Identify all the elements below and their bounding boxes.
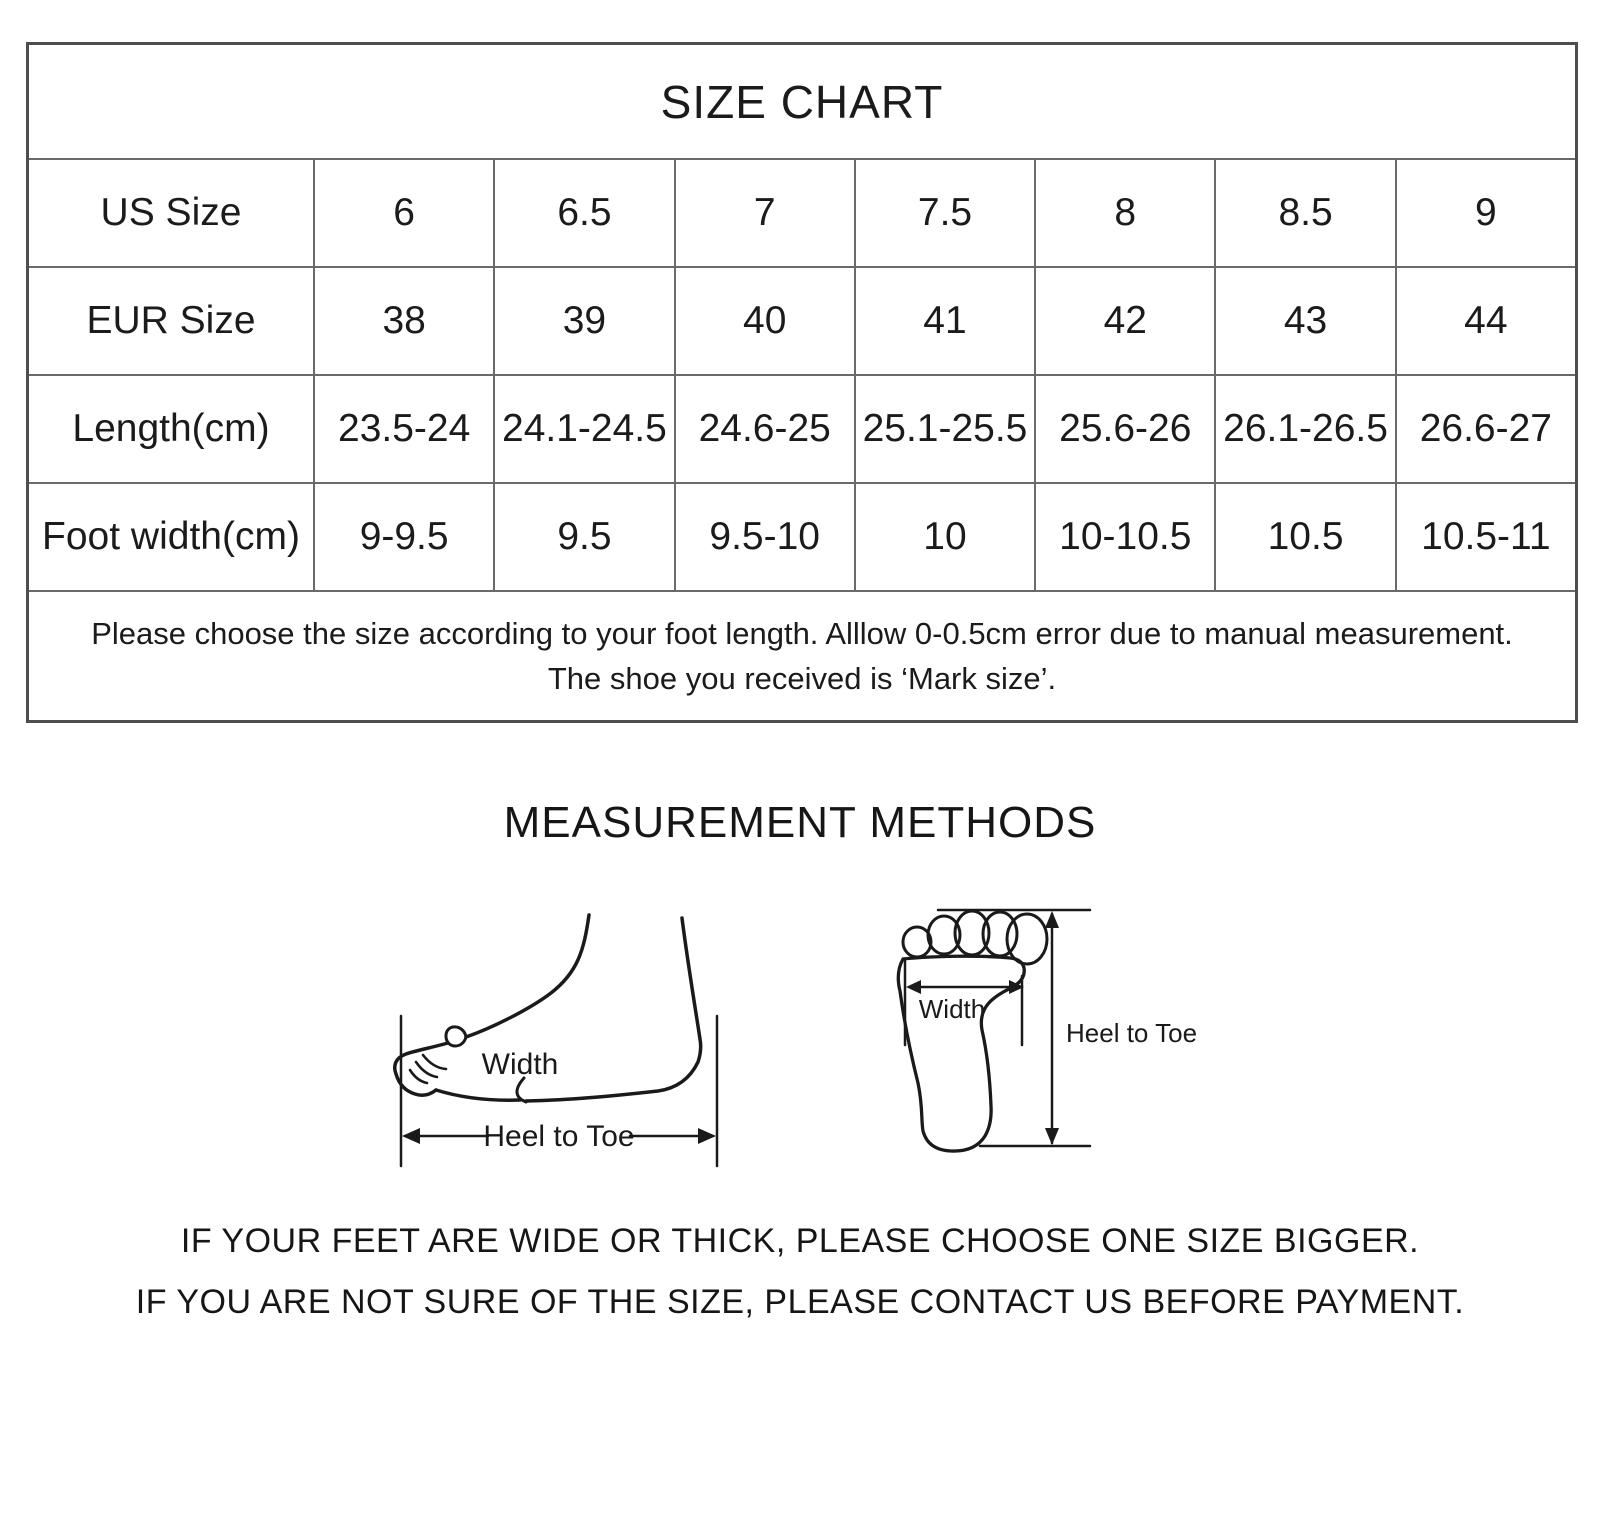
size-cell: 39 [493,266,673,374]
row-label-eur-size: EUR Size [29,266,313,374]
size-cell: 9.5 [493,482,673,590]
side-heel-to-toe-label: Heel to Toe [483,1120,635,1153]
side-foot-diagram [395,915,717,1166]
size-cell: 26.1-26.5 [1214,374,1394,482]
row-label-length: Length(cm) [29,374,313,482]
measurement-methods-title: MEASUREMENT METHODS [503,798,1097,847]
footer-note-2: IF YOU ARE NOT SURE OF THE SIZE, PLEASE CONTACT US BEFORE PAYMENT. [135,1283,1465,1321]
size-cell: 42 [1034,266,1214,374]
size-note-line2: The shoe you received is ‘Mark size’. [547,661,1057,696]
size-chart-title: SIZE CHART [660,75,944,128]
sole-foot-diagram [898,910,1197,1151]
size-cell: 9.5-10 [674,482,854,590]
size-cell: 10.5 [1214,482,1394,590]
size-cell: 6.5 [493,158,673,266]
row-label-us-size: US Size [29,158,313,266]
size-note [29,590,1575,720]
size-cell: 10-10.5 [1034,482,1214,590]
size-cell: 24.1-24.5 [493,374,673,482]
size-cell: 41 [854,266,1034,374]
size-cell: 6 [313,158,493,266]
size-cell: 9-9.5 [313,482,493,590]
size-cell: 10.5-11 [1395,482,1575,590]
size-cell: 25.1-25.5 [854,374,1034,482]
size-cell: 38 [313,266,493,374]
size-note-line1: Please choose the size according to your foot length. Alllow 0-0.5cm error due to manual measurement. [91,616,1513,651]
footer-note-1: IF YOUR FEET ARE WIDE OR THICK, PLEASE CHOOSE ONE SIZE BIGGER. [180,1222,1420,1260]
size-cell: 43 [1214,266,1394,374]
size-cell: 23.5-24 [313,374,493,482]
size-cell: 8.5 [1214,158,1394,266]
size-cell: 26.6-27 [1395,374,1575,482]
size-cell: 44 [1395,266,1575,374]
size-cell: 25.6-26 [1034,374,1214,482]
sole-heel-to-toe-label: Heel to Toe [1066,1018,1198,1048]
row-label-foot-width: Foot width(cm) [29,482,313,590]
measurement-diagrams [370,880,1230,1180]
size-cell: 40 [674,266,854,374]
size-cell: 7 [674,158,854,266]
size-chart-table [26,42,1578,723]
size-cell: 7.5 [854,158,1034,266]
size-cell: 24.6-25 [674,374,854,482]
sole-width-label: Width [918,994,986,1024]
size-cell: 9 [1395,158,1575,266]
size-cell: 10 [854,482,1034,590]
size-cell: 8 [1034,158,1214,266]
side-width-label: Width [481,1048,559,1081]
